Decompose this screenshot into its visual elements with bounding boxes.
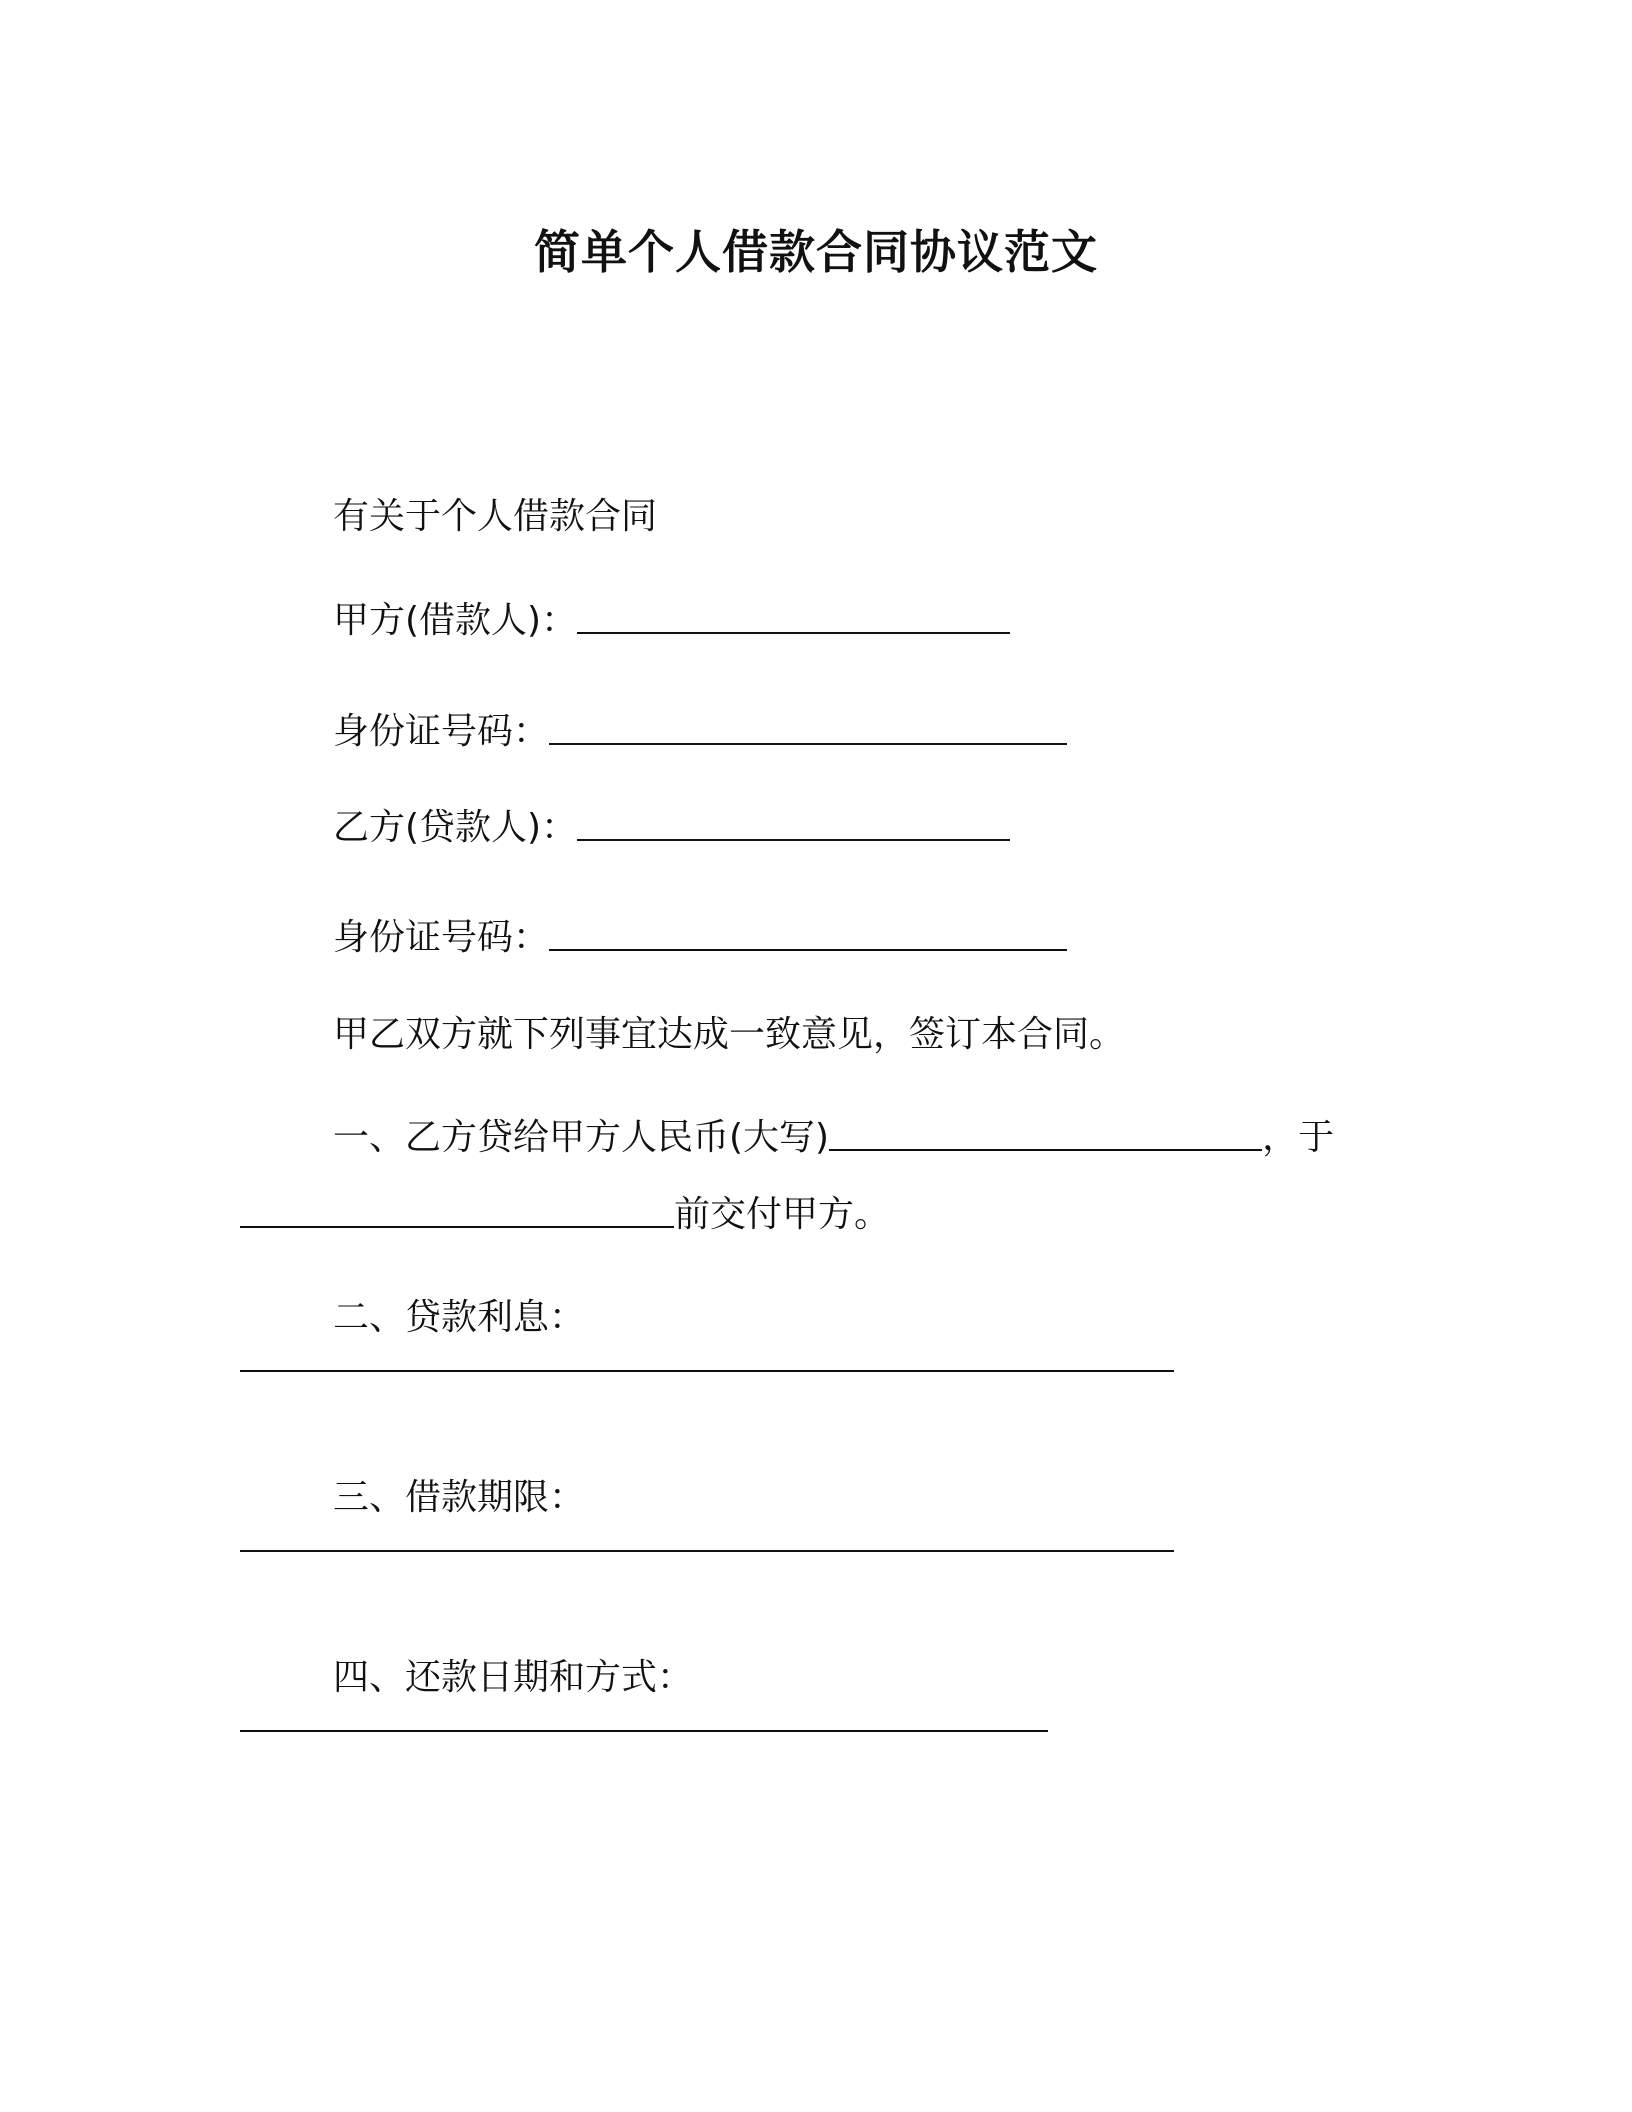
clause-2-label: 二、贷款利息： bbox=[333, 1297, 586, 1338]
clause-4-blank-row bbox=[240, 1730, 1048, 1744]
clause-2-row bbox=[333, 1293, 585, 1343]
party-a-name-blank[interactable] bbox=[577, 632, 1010, 634]
clause-3-row bbox=[333, 1473, 585, 1523]
clause-4-label: 四、还款日期和方式： bbox=[333, 1657, 694, 1698]
loan-term-blank[interactable] bbox=[240, 1550, 1174, 1552]
clause-1-middle: ，于 bbox=[1262, 1117, 1335, 1158]
clause-1-row bbox=[333, 1113, 1334, 1163]
party-b-row bbox=[333, 803, 1010, 853]
intro-text: 有关于个人借款合同 bbox=[333, 496, 658, 537]
agreement-statement-line bbox=[333, 1010, 1125, 1060]
clause-3-label: 三、借款期限： bbox=[333, 1477, 586, 1518]
clause-3-blank-row bbox=[240, 1550, 1174, 1564]
party-b-id-blank[interactable] bbox=[549, 949, 1067, 951]
party-a-row bbox=[333, 596, 1010, 646]
clause-4-row bbox=[333, 1653, 693, 1703]
delivery-date-blank[interactable] bbox=[240, 1226, 674, 1228]
party-b-label: 乙方(贷款人)： bbox=[333, 807, 578, 848]
party-b-id-label: 身份证号码： bbox=[333, 917, 550, 958]
party-a-id-blank[interactable] bbox=[549, 743, 1067, 745]
interest-blank[interactable] bbox=[240, 1370, 1174, 1372]
clause-2-blank-row bbox=[240, 1370, 1174, 1384]
party-b-id-row bbox=[333, 913, 1067, 963]
document-title: 简单个人借款合同协议范文 bbox=[534, 225, 1098, 279]
clause-1-suffix: 前交付甲方。 bbox=[674, 1194, 891, 1235]
party-b-name-blank[interactable] bbox=[577, 839, 1010, 841]
party-a-label: 甲方(借款人)： bbox=[333, 600, 578, 641]
intro-line bbox=[333, 492, 657, 542]
loan-amount-blank[interactable] bbox=[829, 1149, 1262, 1151]
repayment-blank[interactable] bbox=[240, 1730, 1048, 1732]
clause-1-prefix: 一、乙方贷给甲方人民币(大写) bbox=[333, 1117, 830, 1158]
clause-1-continued-row bbox=[240, 1190, 890, 1240]
agreement-statement: 甲乙双方就下列事宜达成一致意见，签订本合同。 bbox=[333, 1014, 1126, 1055]
party-a-id-label: 身份证号码： bbox=[333, 711, 550, 752]
party-a-id-row bbox=[333, 707, 1067, 757]
